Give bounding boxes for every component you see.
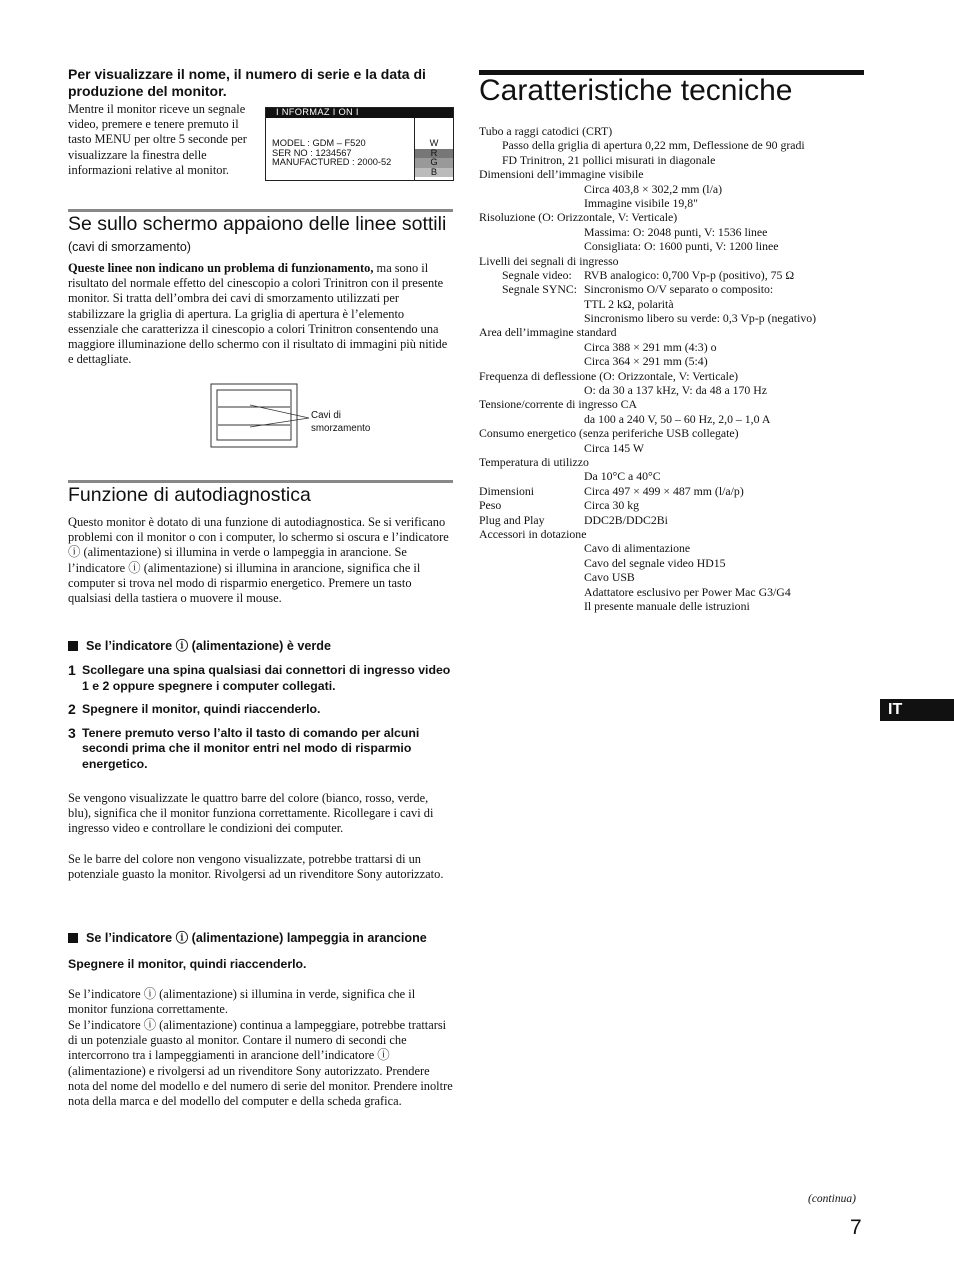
sub2-bold: Spegnere il monitor, quindi riaccenderlo. <box>68 957 307 971</box>
color-bars <box>414 118 453 180</box>
spec-row <box>479 541 869 555</box>
language-tab: IT <box>880 699 954 721</box>
spec-value: DDC2B/DDC2Bi <box>584 512 668 527</box>
spec-heading: Tubo a raggi catodici (CRT) <box>479 124 613 138</box>
spec-row <box>479 469 869 483</box>
figure-label <box>311 409 370 435</box>
spec-heading: Dimensioni <box>479 483 535 498</box>
spec-row <box>479 282 869 296</box>
spec-value: Consigliata: O: 1600 punti, V: 1200 linee <box>584 239 779 254</box>
spec-value: Circa 30 kg <box>584 498 640 513</box>
step <box>68 702 453 718</box>
step-text: Tenere premuto verso l’alto il tasto di comando per alcuni secondi prima che il monitor entri nel modo di risparmio energetico. <box>82 725 420 771</box>
spec-value: da 100 a 240 V, 50 – 60 Hz, 2,0 – 1,0 A <box>584 411 771 426</box>
spec-heading: Peso <box>479 498 502 513</box>
spec-row <box>479 182 869 196</box>
spec-row <box>479 484 869 498</box>
step-text: Spegnere il monitor, quindi riaccenderlo. <box>82 702 321 716</box>
lines-body: ma sono il risultato del normale effetto del cinescopio a colori Trinitron con il presente monitor. Si tratta dell’ombra dei cavi di smorzamento utilizzati per stabilizzare la griglia di apertura. La griglia di apertura è l’elemento essenziale che caratterizza il cinescopio a colori Trinitron consentendo una maggiore illuminazione dello schermo con il risultato di immagini più nitide e dettagliate. <box>68 261 448 367</box>
step <box>68 663 453 694</box>
section-rule <box>68 480 453 483</box>
step-number: 1 <box>68 662 76 678</box>
spec-heading: Area dell’immagine standard <box>479 325 617 340</box>
square-bullet-icon <box>68 933 78 943</box>
spec-row <box>479 153 869 167</box>
spec-sublabel: Segnale SYNC: <box>502 282 578 297</box>
info-window <box>265 107 454 181</box>
spec-row <box>479 167 869 181</box>
sub-heading-green <box>68 638 471 654</box>
spec-row <box>479 441 869 455</box>
spec-row <box>479 124 869 138</box>
spec-row <box>479 254 869 268</box>
spec-heading: Frequenza di deflessione (O: Orizzontale, V: Verticale) <box>479 368 739 383</box>
spec-value: TTL 2 kΩ, polarità <box>584 296 674 311</box>
spec-value: Circa 364 × 291 mm (5:4) <box>584 354 708 369</box>
spec-sublabel: Segnale video: <box>502 267 572 282</box>
spec-value: Sincronismo O/V separato o composito: <box>584 282 774 297</box>
diag-heading: Funzione di autodiagnostica <box>68 484 311 506</box>
color-bar-blue: B <box>415 168 453 178</box>
sub-heading-green-text: Se l’indicatore ⓘ (alimentazione) è verde <box>86 639 331 653</box>
spec-row <box>479 297 869 311</box>
continua-label: (continua) <box>808 1193 856 1205</box>
spec-value: Da 10°C a 40°C <box>584 469 661 484</box>
info-window-header: I NFORMAZ I ON I <box>266 108 453 118</box>
spec-row <box>479 513 869 527</box>
info-text: Mentre il monitor riceve un segnale video, premere e tenere premuto il tasto MENU per oltre 5 seconde per visualizzare la finestra delle informazioni relative al monitor. <box>68 102 247 177</box>
after-steps-1: Se vengono visualizzate le quattro barre del colore (bianco, rosso, verde, blu), significa che il monitor funziona correttamente. Ricollegare i cavi di ingresso video e controllare le condizioni dei computer. <box>68 791 434 836</box>
spec-row <box>479 225 869 239</box>
lines-heading-small: (cavi di smorzamento) <box>68 240 191 254</box>
spec-value: Immagine visibile 19,8" <box>584 195 698 210</box>
step-number: 3 <box>68 724 76 741</box>
spec-value: Sincronismo libero su verde: 0,3 Vp-p (negativo) <box>584 311 817 326</box>
spec-value: Cavo di alimentazione <box>584 541 691 556</box>
step <box>68 726 453 773</box>
square-bullet-icon <box>68 641 78 651</box>
step-number: 2 <box>68 701 76 717</box>
color-bar-red: R <box>415 149 453 159</box>
sub-heading-orange-text: Se l’indicatore ⓘ (alimentazione) lampeggia in arancione <box>86 931 427 945</box>
spec-row <box>479 325 869 339</box>
color-bar-green: G <box>415 158 453 168</box>
spec-row <box>479 599 869 613</box>
steps-list <box>68 663 453 772</box>
spec-row <box>479 268 869 282</box>
spec-row <box>479 426 869 440</box>
lines-heading-text: Se sullo schermo appaiono delle linee sottili <box>68 213 447 235</box>
figure-label-line1: Cavi di <box>311 410 341 421</box>
spec-heading: Consumo energetico (senza periferiche USB collegate) <box>479 426 739 441</box>
figure-label-line2: smorzamento <box>311 423 371 434</box>
spec-heading: Tensione/corrente di ingresso CA <box>479 397 638 412</box>
after-steps-2: Se le barre del colore non vengono visualizzate, potrebbe trattarsi di un potenziale guasto la monitor. Rivolgersi ad un rivenditore Sony autorizzato. <box>68 852 444 882</box>
monitor-diagram <box>210 383 310 449</box>
section-rule <box>68 209 453 212</box>
step-text: Scollegare una spina qualsiasi dai connettori di ingresso video 1 e 2 oppure spegnere i computer collegati. <box>82 663 451 693</box>
spec-text: FD Trinitron, 21 pollici misurati in diagonale <box>502 152 716 167</box>
spec-row <box>479 196 869 210</box>
spec-value: Cavo USB <box>584 570 635 585</box>
spec-value: Circa 403,8 × 302,2 mm (l/a) <box>584 181 723 196</box>
lines-bold: Queste linee non indicano un problema di funzionamento, <box>68 261 374 275</box>
manufactured-line: MANUFACTURED : 2000-52 <box>272 157 392 168</box>
spec-value: RVB analogico: 0,700 Vp-p (positivo), 75 Ω <box>584 267 795 282</box>
info-heading: Per visualizzare il nome, il numero di serie e la data di produzione del monitor. <box>68 66 426 99</box>
spec-row <box>479 570 869 584</box>
lines-text <box>68 261 453 367</box>
spec-row <box>479 311 869 325</box>
spec-value: Circa 388 × 291 mm (4:3) o <box>584 339 717 354</box>
spec-row <box>479 412 869 426</box>
sub-heading-orange <box>68 930 471 946</box>
info-window-lines <box>272 139 391 168</box>
spec-value: Il presente manuale delle istruzioni <box>584 598 750 613</box>
spec-row <box>479 455 869 469</box>
spec-row <box>479 585 869 599</box>
color-bar-white: W <box>429 138 439 148</box>
spec-heading: Livelli dei segnali di ingresso <box>479 253 619 268</box>
spec-value: Massima: O: 2048 punti, V: 1536 linee <box>584 224 768 239</box>
spec-row <box>479 527 869 541</box>
lines-heading <box>68 214 453 258</box>
spec-row <box>479 556 869 570</box>
spec-value: Cavo del segnale video HD15 <box>584 555 726 570</box>
serial-line: SER NO : 1234567 <box>272 147 352 158</box>
spec-row <box>479 383 869 397</box>
spec-row <box>479 138 869 152</box>
spec-row <box>479 239 869 253</box>
spec-value: O: da 30 a 137 kHz, V: da 48 a 170 Hz <box>584 383 768 398</box>
spec-heading: Temperatura di utilizzo <box>479 454 589 469</box>
spec-heading: Dimensioni dell’immagine visibile <box>479 167 644 182</box>
model-line: MODEL : GDM – F520 <box>272 138 366 148</box>
spec-value: Circa 145 W <box>584 440 645 455</box>
final-2: Se l’indicatore ⓘ (alimentazione) continua a lampeggiare, potrebbe trattarsi di un potenziale guasto al monitor. Contare il numero di secondi che intercorrono tra i lampeggiamenti in arancione dell’indicatore ⓘ (alimentazione) e rivolgersi ad un rivenditore Sony autorizzato. Prendere nota del nome del modello e del numero di serie del monitor. Prendere inoltre nota della marca e del modello del computer e della scheda grafica. <box>68 1018 453 1109</box>
spec-row <box>479 354 869 368</box>
spec-heading: Accessori in dotazione <box>479 526 587 541</box>
spec-heading: Risoluzione (O: Orizzontale, V: Verticale) <box>479 210 678 225</box>
spec-value: Circa 497 × 499 × 487 mm (l/a/p) <box>584 483 744 498</box>
spec-row <box>479 210 869 224</box>
spec-row <box>479 340 869 354</box>
page-title: Caratteristiche tecniche <box>479 74 793 107</box>
spec-value: Adattatore esclusivo per Power Mac G3/G4 <box>584 584 791 599</box>
final-1: Se l’indicatore ⓘ (alimentazione) si illumina in verde, significa che il monitor funziona correttamente. <box>68 987 416 1017</box>
spec-row <box>479 369 869 383</box>
spec-list <box>479 124 869 613</box>
spec-heading: Plug and Play <box>479 512 545 527</box>
diag-text: Questo monitor è dotato di una funzione di autodiagnostica. Se si verificano problemi con il monitor o con i computer, lo schermo si oscura e l’indicatore ⓘ (alimentazione) si illumina in verde o lampeggia in arancione. Se l’indicatore ⓘ (alimentazione) si illumina in arancione, significa che il computer si trova nel modo di risparmio energetico. Premere un tasto qualsiasi della tastiera o muovere il mouse. <box>68 515 449 606</box>
page-number: 7 <box>850 1216 862 1239</box>
spec-row <box>479 498 869 512</box>
spec-text: Passo della griglia di apertura 0,22 mm, Deflessione de 90 gradi <box>502 138 805 153</box>
spec-row <box>479 397 869 411</box>
